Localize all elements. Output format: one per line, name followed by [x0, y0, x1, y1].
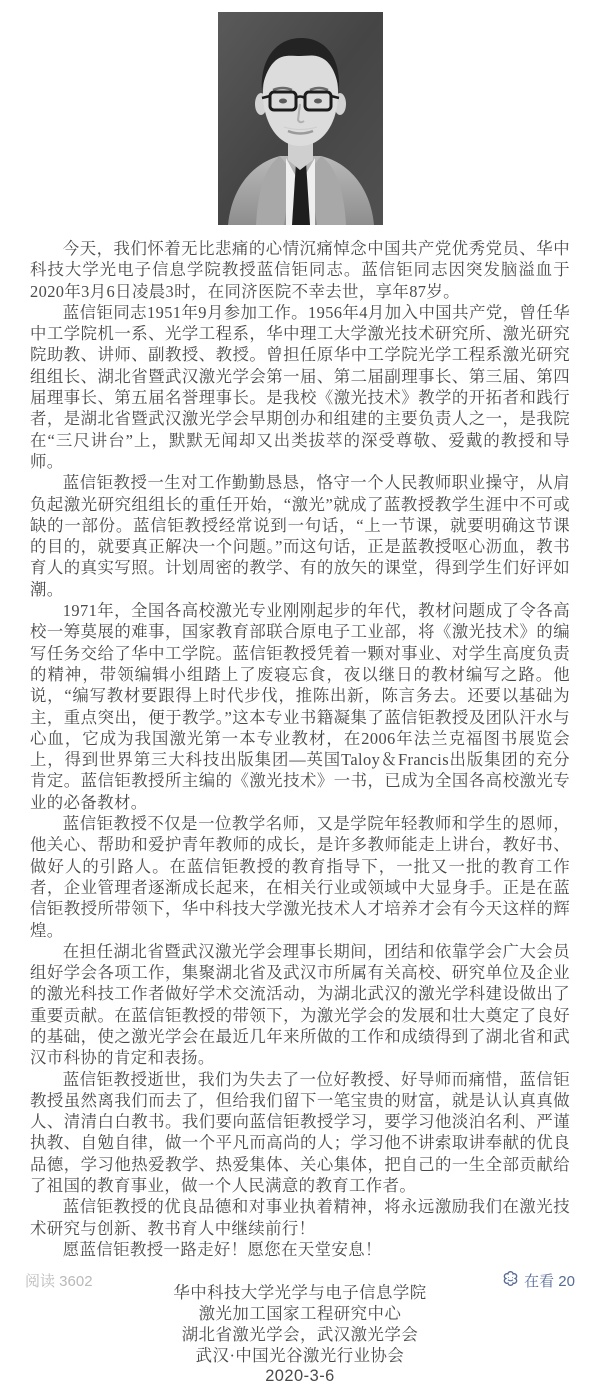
- signature-org-2: 激光加工国家工程研究中心: [198, 1304, 402, 1324]
- paragraph-mentor: 蓝信钜教授不仅是一位教学名师，又是学院年轻教师和学生的恩师，他关心、帮助和爱护青年教师的成长，是许多教师能走上讲台，教好书、做好人的引路人。在蓝信钜教授的教育指导下，一批又一批的教育工作者，企业管理者逐渐成长起来，在相关行业或领域中大显身手。正是在蓝信钜教授所带领下，华中科技大学激光技术人才培养才会有今天这样的辉煌。: [30, 814, 570, 940]
- signature-org-1: 华中科技大学光学与电子信息学院: [173, 1283, 427, 1303]
- signature-org-4: 武汉·中国光谷激光行业协会: [195, 1346, 405, 1366]
- wow-count: 在看 20: [524, 1273, 575, 1290]
- paragraph-intro: 今天，我们怀着无比悲痛的心情沉痛悼念中国共产党优秀党员、华中科技大学光电子信息学院教授蓝信钜同志。蓝信钜同志因突发脑溢血于2020年3月6日凌晨3时，在同济医院不幸去世，享年87岁。: [30, 239, 570, 301]
- photo-section: [0, 0, 600, 230]
- eulogy-article: [30, 238, 570, 1260]
- paragraph-textbook: 1971年，全国各高校激光专业刚刚起步的年代，教材问题成了令各高校一筹莫展的难事，国家教育部联合原电子工业部，将《激光技术》的编写任务交给了华中工学院。蓝信钜教授凭着一颗对事业、对学生高度负责的精神，带领编辑小组踏上了废寝忘食，夜以继日的教材编写之路。他说，“编写教材要跟得上时代步伐，推陈出新，陈言务去。还要以基础为主，重点突出，便于教学。”这本专业书籍凝集了蓝信钜教授及团队汗水与心血，它成为我国激光第一本专业教材，在2006年法兰克福图书展览会上，得到世界第三大科技出版集团—英国Taloy＆Francis出版集团的充分肯定。蓝信钜教授所主编的《激光技术》一书，已成为全国各高校激光专业的必备教材。: [30, 601, 570, 812]
- signature-org-3: 湖北省激光学会，武汉激光学会: [181, 1325, 419, 1345]
- portrait-photo: [218, 12, 383, 225]
- signature-date: 2020-3-6: [265, 1367, 335, 1386]
- eye-right: [314, 99, 322, 104]
- paragraph-spirit: 蓝信钜教授的优良品德和对事业执着精神，将永远激励我们在激光技术研究与创新、教书育人中继续前行！: [30, 1197, 570, 1238]
- portrait-photo-illustration: [218, 12, 383, 225]
- paragraph-legacy: 蓝信钜教授逝世，我们为失去了一位好教授、好导师而痛惜，蓝信钜教授虽然离我们而去了，但给我们留下一笔宝贵的财富，就是认认真真做人、清清白白教书。我们要向蓝信钜教授学习，要学习他淡泊名利、严谨执教、自勉自律，做一个平凡而高尚的人；学习他不讲索取讲奉献的优良品德，学习他热爱教学、热爱集体、关心集体，把自己的一生全部贡献给了祖国的教育事业，做一个人民满意的教育工作者。: [30, 1069, 570, 1196]
- paragraph-society: 在担任湖北省暨武汉激光学会理事长期间，团结和依靠学会广大会员组好学会各项工作，集聚湖北省及武汉市所属有关高校、研究单位及企业的激光科技工作者做好学术交流活动，为湖北武汉的激光学科建设做出了重要贡献。在蓝信钜教授的带领下，为激光学会的发展和壮大奠定了良好的基础，使之激光学会在最近几年来所做的工作和成绩得到了湖北省和武汉市科协的肯定和表扬。: [30, 941, 570, 1068]
- wow-icon: [502, 1270, 519, 1287]
- article-stats-bar: [0, 1270, 600, 1300]
- paragraph-career: 蓝信钜同志1951年9月参加工作。1956年4月加入中国共产党，曾任华中工学院机一系、光学工程系，华中理工大学激光技术研究所、激光研究院助教、讲师、副教授、教授。曾担任原华中工学院光学工程系激光研究组组长、湖北省暨武汉激光学会第一届、第二届副理事长、第三届、第四届理事长、第五届名誉理事长。是我校《激光技术》教学的开拓者和践行者，是湖北省暨武汉激光学会早期创办和组建的主要负责人之一，是我院在“三尺讲台”上，默默无闻却又出类拔萃的深受尊敬、爱戴的教授和导师。: [30, 302, 570, 471]
- paragraph-farewell: 愿蓝信钜教授一路走好！愿您在天堂安息！: [62, 1239, 382, 1259]
- read-count: 阅读 3602: [25, 1273, 93, 1290]
- wow-button[interactable]: [502, 1270, 575, 1291]
- paragraph-teaching: 蓝信钜教授一生对工作勤勤恳恳，恪守一个人民教师职业操守，从肩负起激光研究组组长的重任开始，“激光”就成了蓝教授教学生涯中不可或缺的一部份。蓝信钜教授经常说到一句话，“上一节课，就要明确这节课的目的，就要真正解决一个问题。”而这句话，正是蓝教授呕心沥血，教书育人的真实写照。计划周密的教学、有的放矢的课堂，得到学生们好评如潮。: [30, 473, 570, 599]
- eye-left: [279, 99, 287, 104]
